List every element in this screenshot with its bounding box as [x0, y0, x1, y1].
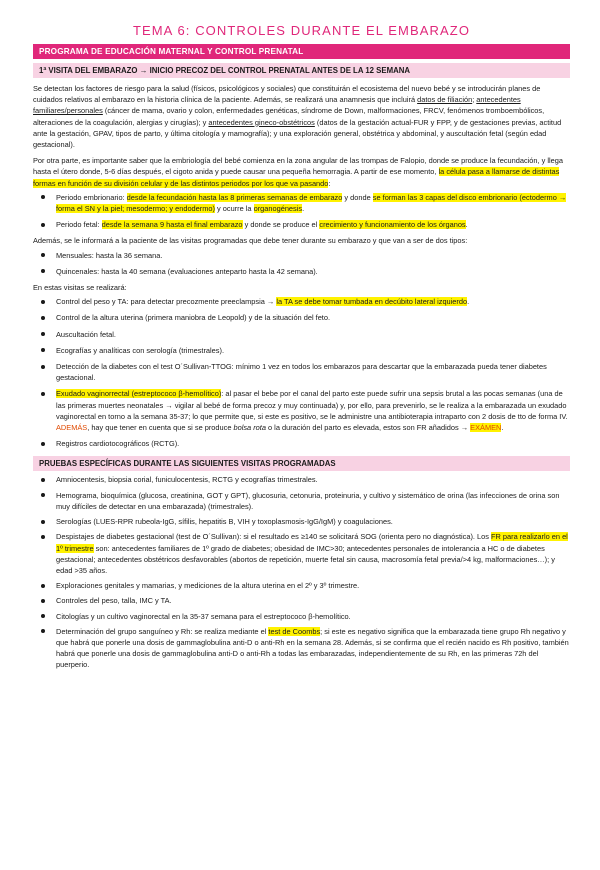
list-item-embryonic-period: Periodo embrionario: desde la fecundación hasta las 8 primeras semanas de embarazo y donde se forman las 3 capas del disco embrionario (ectodermo → forma el SN y la piel; mesodermo; y endodermo) y ocurre la organogénesis.	[33, 192, 570, 214]
visits-content-intro: En estas visitas se realizará:	[33, 283, 127, 293]
list-item-diabetes-detection: Detección de la diabetes con el test O´Sullivan-TTOG: mínimo 1 vez en todos los embarazos para descartar que la embarazada pueda tener diabetes gestacional.	[33, 361, 570, 383]
list-item-serologies: Serologías (LUES-RPR rubeola-IgG, sífilis, hepatitis B, VIH y toxoplasmosis-IgG/IgM) y coagulaciones.	[33, 516, 570, 527]
list-item-cytologies: Citologías y un cultivo vaginorectal en la 35-37 semana para el estreptococo β-hemolítico.	[33, 611, 570, 622]
embryology-paragraph: Por otra parte, es importante saber que la embriología del bebé comienza en la zona angular de las trompas de Falopio, donde se produce la fecundación, y llega hasta el útero donde, 5-6 días después, el cigoto anida y puede causar una pequeña hemorragia. A partir de ese momento, la célula pasa a llamarse de distintas formas en función de su división celular y de las distintos periodos por los que va pasando:	[33, 156, 563, 188]
document-page	[0, 22, 600, 870]
first-visit-heading: 1ª VISITA DEL EMBARAZO → INICIO PRECOZ DEL CONTROL PRENATAL ANTES DE LA 12 SEMANA	[33, 63, 570, 78]
visit-types-list	[33, 250, 570, 277]
list-item-amniocentesis: Amniocentesis, biopsia corial, funiculocentesis, RCTG y ecografías trimestrales.	[33, 474, 570, 485]
specific-tests-heading: PRUEBAS ESPECÍFICAS DURANTE LAS SIGUIENTES VISITAS PROGRAMADAS	[33, 456, 570, 471]
list-item-diabetes-screening: Despistajes de diabetes gestacional (test de O´Sullivan): si el resultado es ≥140 se solicitará SOG (orienta pero no diagnóstica). Los FR para realizarlo en el 1º trimestre son: antecedentes familiares de 1º grado de diabetes; obesidad de IMC>30; antecedentes personales de intolerancia a HC o de diabetes gestacional; antecedentes obstétricos desfavorables (abortos de repetición, muerte fetal sin causa, macrosomía fetal previa/>4 kg, malformaciones…); y edad >35 años.	[33, 531, 570, 576]
section-heading: PROGRAMA DE EDUCACIÓN MATERNAL Y CONTROL PRENATAL	[33, 44, 570, 59]
specific-tests-list	[33, 474, 570, 670]
list-item-ultrasound: Ecografías y analíticas con serología (trimestrales).	[33, 345, 570, 356]
visits-intro-paragraph: Además, se le informará a la paciente de las visitas programadas que debe tener durante su embarazo y que van a ser de dos tipos:	[33, 236, 468, 246]
risk-factors-paragraph: Se detectan los factores de riesgo para la salud (físicos, psicológicos y sociales) que constituirán el ecosistema del nuevo bebé y se introducirán planes de cuidados relativos al embarazo en la historia clínica de la paciente. Además, se realizará una anamnesis que incluirá datos de filiación; antecedentes familiares/personales (cáncer de mama, ovario y colon, enfermedades genéticas, síndrome de Down, malformaciones, FRCV, fenómenos tromboembólicos, alteraciones de la coagulación, alergias y cirugías); y antecedentes gineco-obstétricos (datos de la gestación actual-FUR y FPP, y de gestaciones previas, actitud ante la gestación, GPAV, tipos de parto, y última citología y mamografía); y una exploración general, obstétrica y abdominal, y auscultación fetal (según edad gestacional).	[33, 84, 562, 150]
list-item-fetal-period: Periodo fetal: desde la semana 9 hasta el final embarazo y donde se produce el crecimiento y funcionamiento de los órganos.	[33, 219, 570, 230]
list-item-vaginorectal-swab: Exudado vaginorrectal (estreptococo β-hemolítico): al pasar el bebe por el canal del parto este puede sufrir una sepsis brutal a las pocas semanas (una de las primeras muertes neonatales → vigilar al bebé de forma precoz y muy continuada) y, por ello, para prevenirlo, se le realiza a la embarazada un exudado vaginorectal en torno a la semana 35-37; lo que permite que, si este es positivo, se le administre una antibioterapia intraparto con 2 dosis de tto de forma IV. ADEMÁS, hay que tener en cuenta que si se produce bolsa rota o la duración del parto es elevada, estos son FR añadidos → EXÁMEN.	[33, 388, 570, 433]
list-item-bloodwork: Hemograma, bioquímica (glucosa, creatinina, GOT y GPT), glucosuria, cetonuria, proteinuria, y cultivo y sistemático de orina (las infecciones de orina son muy difíciles de detectar en una embarazada) (trimestrales).	[33, 490, 570, 512]
periods-list	[33, 192, 570, 231]
list-item-uterine-height: Control de la altura uterina (primera maniobra de Leopold) y de la situación del feto.	[33, 312, 570, 323]
visit-items-list	[33, 296, 570, 449]
list-item-weight-controls: Controles del peso, talla, IMC y TA.	[33, 595, 570, 606]
list-item-fetal-auscultation: Auscultación fetal.	[33, 329, 570, 340]
list-item-blood-group: Determinación del grupo sanguíneo y Rh: se realiza mediante el test de Coombs; si este es negativo significa que la embarazada tiene grupo Rh negativo y que habrá que ponerle una dosis de gammaglobulina anti-D o anti-Rh en la semana 28. Además, si se confirma que el recién nacido es Rh positivo, también habrá que ponerle una dosis de gammaglobulina anti-D o anti-Rh a todas las embarazadas, independientemente de su Rh, en las primeras 72h del puerperio.	[33, 626, 570, 671]
list-item: Mensuales: hasta la 36 semana.	[33, 250, 570, 261]
list-item-genital-exams: Exploraciones genitales y mamarias, y mediciones de la altura uterina en el 2º y 3º trimestre.	[33, 580, 570, 591]
page-title: TEMA 6: CONTROLES DURANTE EL EMBARAZO	[132, 23, 471, 38]
list-item: Quincenales: hasta la 40 semana (evaluaciones anteparto hasta la 42 semana).	[33, 266, 570, 277]
list-item-ctg: Registros cardiotocográficos (RCTG).	[33, 438, 570, 449]
list-item-weight-bp: Control del peso y TA: para detectar precozmente preeclampsia → la TA se debe tomar tumbada en decúbito lateral izquierdo.	[33, 296, 570, 307]
